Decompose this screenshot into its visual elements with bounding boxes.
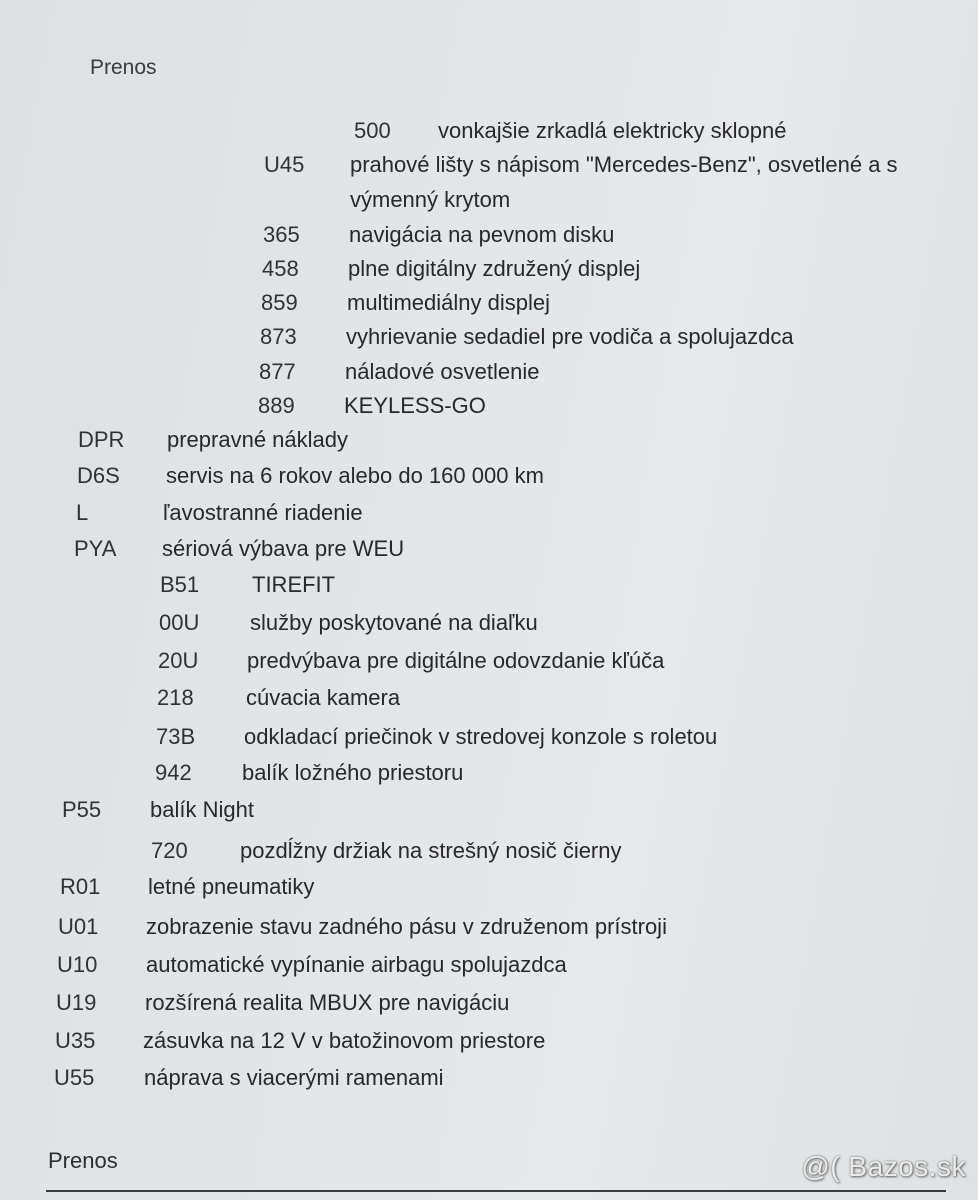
- list-item: [264, 150, 898, 180]
- item-description: prahové lišty s nápisom "Mercedes-Benz", osvetlené a s: [350, 152, 898, 177]
- item-description: letné pneumatiky: [148, 874, 315, 899]
- list-item: [158, 646, 664, 676]
- list-item: [159, 608, 538, 638]
- footer-divider: [46, 1190, 946, 1192]
- item-code: 458: [262, 256, 299, 281]
- item-description: automatické vypínanie airbagu spolujazdca: [146, 952, 567, 977]
- list-item: [259, 357, 539, 387]
- item-description: sériová výbava pre WEU: [162, 536, 405, 561]
- item-code: 720: [151, 838, 188, 863]
- item-code: P55: [62, 797, 102, 822]
- item-code: 500: [354, 118, 391, 143]
- item-description: služby poskytované na diaľku: [250, 610, 538, 635]
- list-item: [260, 322, 794, 352]
- page-header-title: Prenos: [90, 56, 157, 79]
- item-code: 218: [157, 685, 194, 710]
- list-item: [160, 570, 335, 600]
- item-code: B51: [160, 572, 200, 597]
- item-description: ľavostranné riadenie: [163, 500, 363, 525]
- item-code: 365: [263, 222, 300, 247]
- list-item: [156, 722, 717, 752]
- item-description: KEYLESS-GO: [344, 393, 486, 418]
- list-item: [78, 425, 348, 455]
- item-description: vyhrievanie sedadiel pre vodiča a spolujazdca: [346, 324, 794, 349]
- item-code: 859: [261, 290, 298, 315]
- list-item: [264, 185, 510, 215]
- list-item: [354, 116, 787, 146]
- list-item: [57, 950, 567, 980]
- item-code: 20U: [158, 648, 199, 673]
- list-item: [262, 254, 640, 284]
- item-description: pozdĺžny držiak na strešný nosič čierny: [240, 838, 622, 863]
- item-code: U19: [56, 990, 97, 1015]
- item-description: rozšírená realita MBUX pre navigáciu: [145, 990, 510, 1015]
- item-code: 942: [155, 760, 192, 785]
- item-code: 873: [260, 324, 297, 349]
- item-code: 889: [258, 393, 295, 418]
- item-description: prepravné náklady: [167, 427, 349, 452]
- item-code: D6S: [77, 463, 120, 488]
- item-description: plne digitálny združený displej: [348, 256, 641, 281]
- list-item: [263, 220, 614, 250]
- item-description: TIREFIT: [252, 572, 336, 597]
- list-item: [54, 1063, 444, 1093]
- list-item: [77, 461, 544, 491]
- item-description: odkladací priečinok v stredovej konzole s roletou: [244, 724, 718, 749]
- page-footer-title: Prenos: [48, 1148, 118, 1173]
- item-description: výmenný krytom: [350, 187, 511, 212]
- item-description: multimediálny displej: [347, 290, 550, 315]
- item-code: 73B: [156, 724, 196, 749]
- item-code: R01: [60, 874, 101, 899]
- item-description: vonkajšie zrkadlá elektricky sklopné: [438, 118, 787, 143]
- item-description: servis na 6 rokov alebo do 160 000 km: [166, 463, 544, 488]
- item-code: DPR: [78, 427, 125, 452]
- item-code: U10: [57, 952, 98, 977]
- list-item: [151, 836, 622, 866]
- list-item: [58, 912, 667, 942]
- list-item: [60, 872, 314, 902]
- list-item: [56, 988, 509, 1018]
- item-code: 877: [259, 359, 296, 384]
- item-description: cúvacia kamera: [246, 685, 401, 710]
- item-code: PYA: [74, 536, 117, 561]
- item-code: L: [76, 500, 89, 525]
- item-description: predvýbava pre digitálne odovzdanie kľúča: [247, 648, 665, 673]
- list-item: [157, 683, 400, 713]
- list-item: [258, 391, 486, 421]
- item-code: [264, 185, 350, 215]
- list-item: [155, 758, 463, 788]
- list-item: [261, 288, 550, 318]
- list-item: [62, 795, 254, 825]
- bazos-watermark: @( Bazos.sk: [801, 1151, 966, 1182]
- item-code: U55: [54, 1065, 95, 1090]
- list-item: [55, 1026, 545, 1056]
- item-description: navigácia na pevnom disku: [349, 222, 615, 247]
- item-description: zásuvka na 12 V v batožinovom priestore: [143, 1028, 546, 1053]
- item-description: náladové osvetlenie: [345, 359, 540, 384]
- item-code: U45: [264, 152, 305, 177]
- item-description: zobrazenie stavu zadného pásu v združenom prístroji: [146, 914, 667, 939]
- item-description: balík ložného priestoru: [242, 760, 464, 785]
- item-code: U35: [55, 1028, 96, 1053]
- list-item: [74, 534, 404, 564]
- item-description: náprava s viacerými ramenami: [144, 1065, 444, 1090]
- item-description: balík Night: [150, 797, 254, 822]
- item-code: U01: [58, 914, 99, 939]
- item-code: 00U: [159, 610, 200, 635]
- list-item: [76, 498, 363, 528]
